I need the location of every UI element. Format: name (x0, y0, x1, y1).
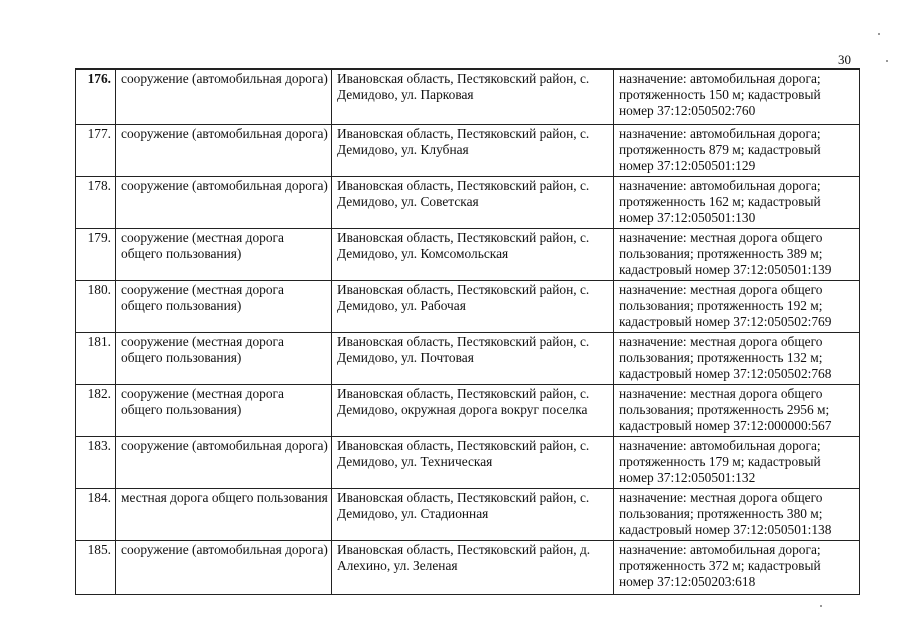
table-row (76, 281, 860, 333)
table-row (76, 437, 860, 489)
object-characteristics: назначение: местная дорога общего пользования; протяженность 192 м; кадастровый номер 37:12:050502:769 (614, 281, 860, 333)
object-address: Ивановская область, Пестяковский район, с. Демидово, ул. Техническая (332, 437, 614, 489)
object-name: сооружение (местная дорога общего пользования) (116, 385, 332, 437)
property-registry-table (75, 68, 860, 595)
row-number: 178. (76, 177, 116, 229)
object-name: сооружение (автомобильная дорога) (116, 177, 332, 229)
row-number: 181. (76, 333, 116, 385)
object-address: Ивановская область, Пестяковский район, с. Демидово, ул. Почтовая (332, 333, 614, 385)
object-address: Ивановская область, Пестяковский район, с. Демидово, ул. Парковая (332, 69, 614, 125)
table-row (76, 69, 860, 125)
scan-speck (878, 33, 880, 35)
row-number: 183. (76, 437, 116, 489)
object-characteristics: назначение: автомобильная дорога; протяженность 372 м; кадастровый номер 37:12:050203:618 (614, 541, 860, 595)
object-address: Ивановская область, Пестяковский район, с. Демидово, окружная дорога вокруг поселка (332, 385, 614, 437)
object-name: сооружение (автомобильная дорога) (116, 541, 332, 595)
object-address: Ивановская область, Пестяковский район, с. Демидово, ул. Стадионная (332, 489, 614, 541)
object-name: сооружение (автомобильная дорога) (116, 69, 332, 125)
object-name: сооружение (автомобильная дорога) (116, 125, 332, 177)
row-number: 179. (76, 229, 116, 281)
table-row (76, 333, 860, 385)
object-name: местная дорога общего пользования (116, 489, 332, 541)
table-row (76, 177, 860, 229)
object-characteristics: назначение: местная дорога общего пользования; протяженность 2956 м; кадастровый номер 37:12:000000:567 (614, 385, 860, 437)
object-name: сооружение (местная дорога общего пользования) (116, 333, 332, 385)
row-number: 177. (76, 125, 116, 177)
object-name: сооружение (автомобильная дорога) (116, 437, 332, 489)
object-characteristics: назначение: автомобильная дорога; протяженность 150 м; кадастровый номер 37:12:050502:760 (614, 69, 860, 125)
object-address: Ивановская область, Пестяковский район, с. Демидово, ул. Комсомольская (332, 229, 614, 281)
table-row (76, 385, 860, 437)
row-number: 176. (76, 69, 116, 125)
scan-speck (820, 605, 822, 607)
row-number: 180. (76, 281, 116, 333)
object-characteristics: назначение: автомобильная дорога; протяженность 879 м; кадастровый номер 37:12:050501:129 (614, 125, 860, 177)
object-characteristics: назначение: местная дорога общего пользования; протяженность 380 м; кадастровый номер 37:12:050501:138 (614, 489, 860, 541)
row-number: 184. (76, 489, 116, 541)
object-address: Ивановская область, Пестяковский район, д. Алехино, ул. Зеленая (332, 541, 614, 595)
object-characteristics: назначение: местная дорога общего пользования; протяженность 132 м; кадастровый номер 37:12:050502:768 (614, 333, 860, 385)
table-row (76, 489, 860, 541)
object-characteristics: назначение: местная дорога общего пользования; протяженность 389 м; кадастровый номер 37:12:050501:139 (614, 229, 860, 281)
scan-speck (886, 60, 888, 62)
table-row (76, 541, 860, 595)
object-name: сооружение (местная дорога общего пользования) (116, 229, 332, 281)
object-address: Ивановская область, Пестяковский район, с. Демидово, ул. Клубная (332, 125, 614, 177)
table-row (76, 125, 860, 177)
object-characteristics: назначение: автомобильная дорога; протяженность 179 м; кадастровый номер 37:12:050501:132 (614, 437, 860, 489)
row-number: 182. (76, 385, 116, 437)
table-row (76, 229, 860, 281)
object-address: Ивановская область, Пестяковский район, с. Демидово, ул. Рабочая (332, 281, 614, 333)
object-address: Ивановская область, Пестяковский район, с. Демидово, ул. Советская (332, 177, 614, 229)
row-number: 185. (76, 541, 116, 595)
object-characteristics: назначение: автомобильная дорога; протяженность 162 м; кадастровый номер 37:12:050501:130 (614, 177, 860, 229)
object-name: сооружение (местная дорога общего пользования) (116, 281, 332, 333)
page-number: 30 (838, 52, 851, 67)
